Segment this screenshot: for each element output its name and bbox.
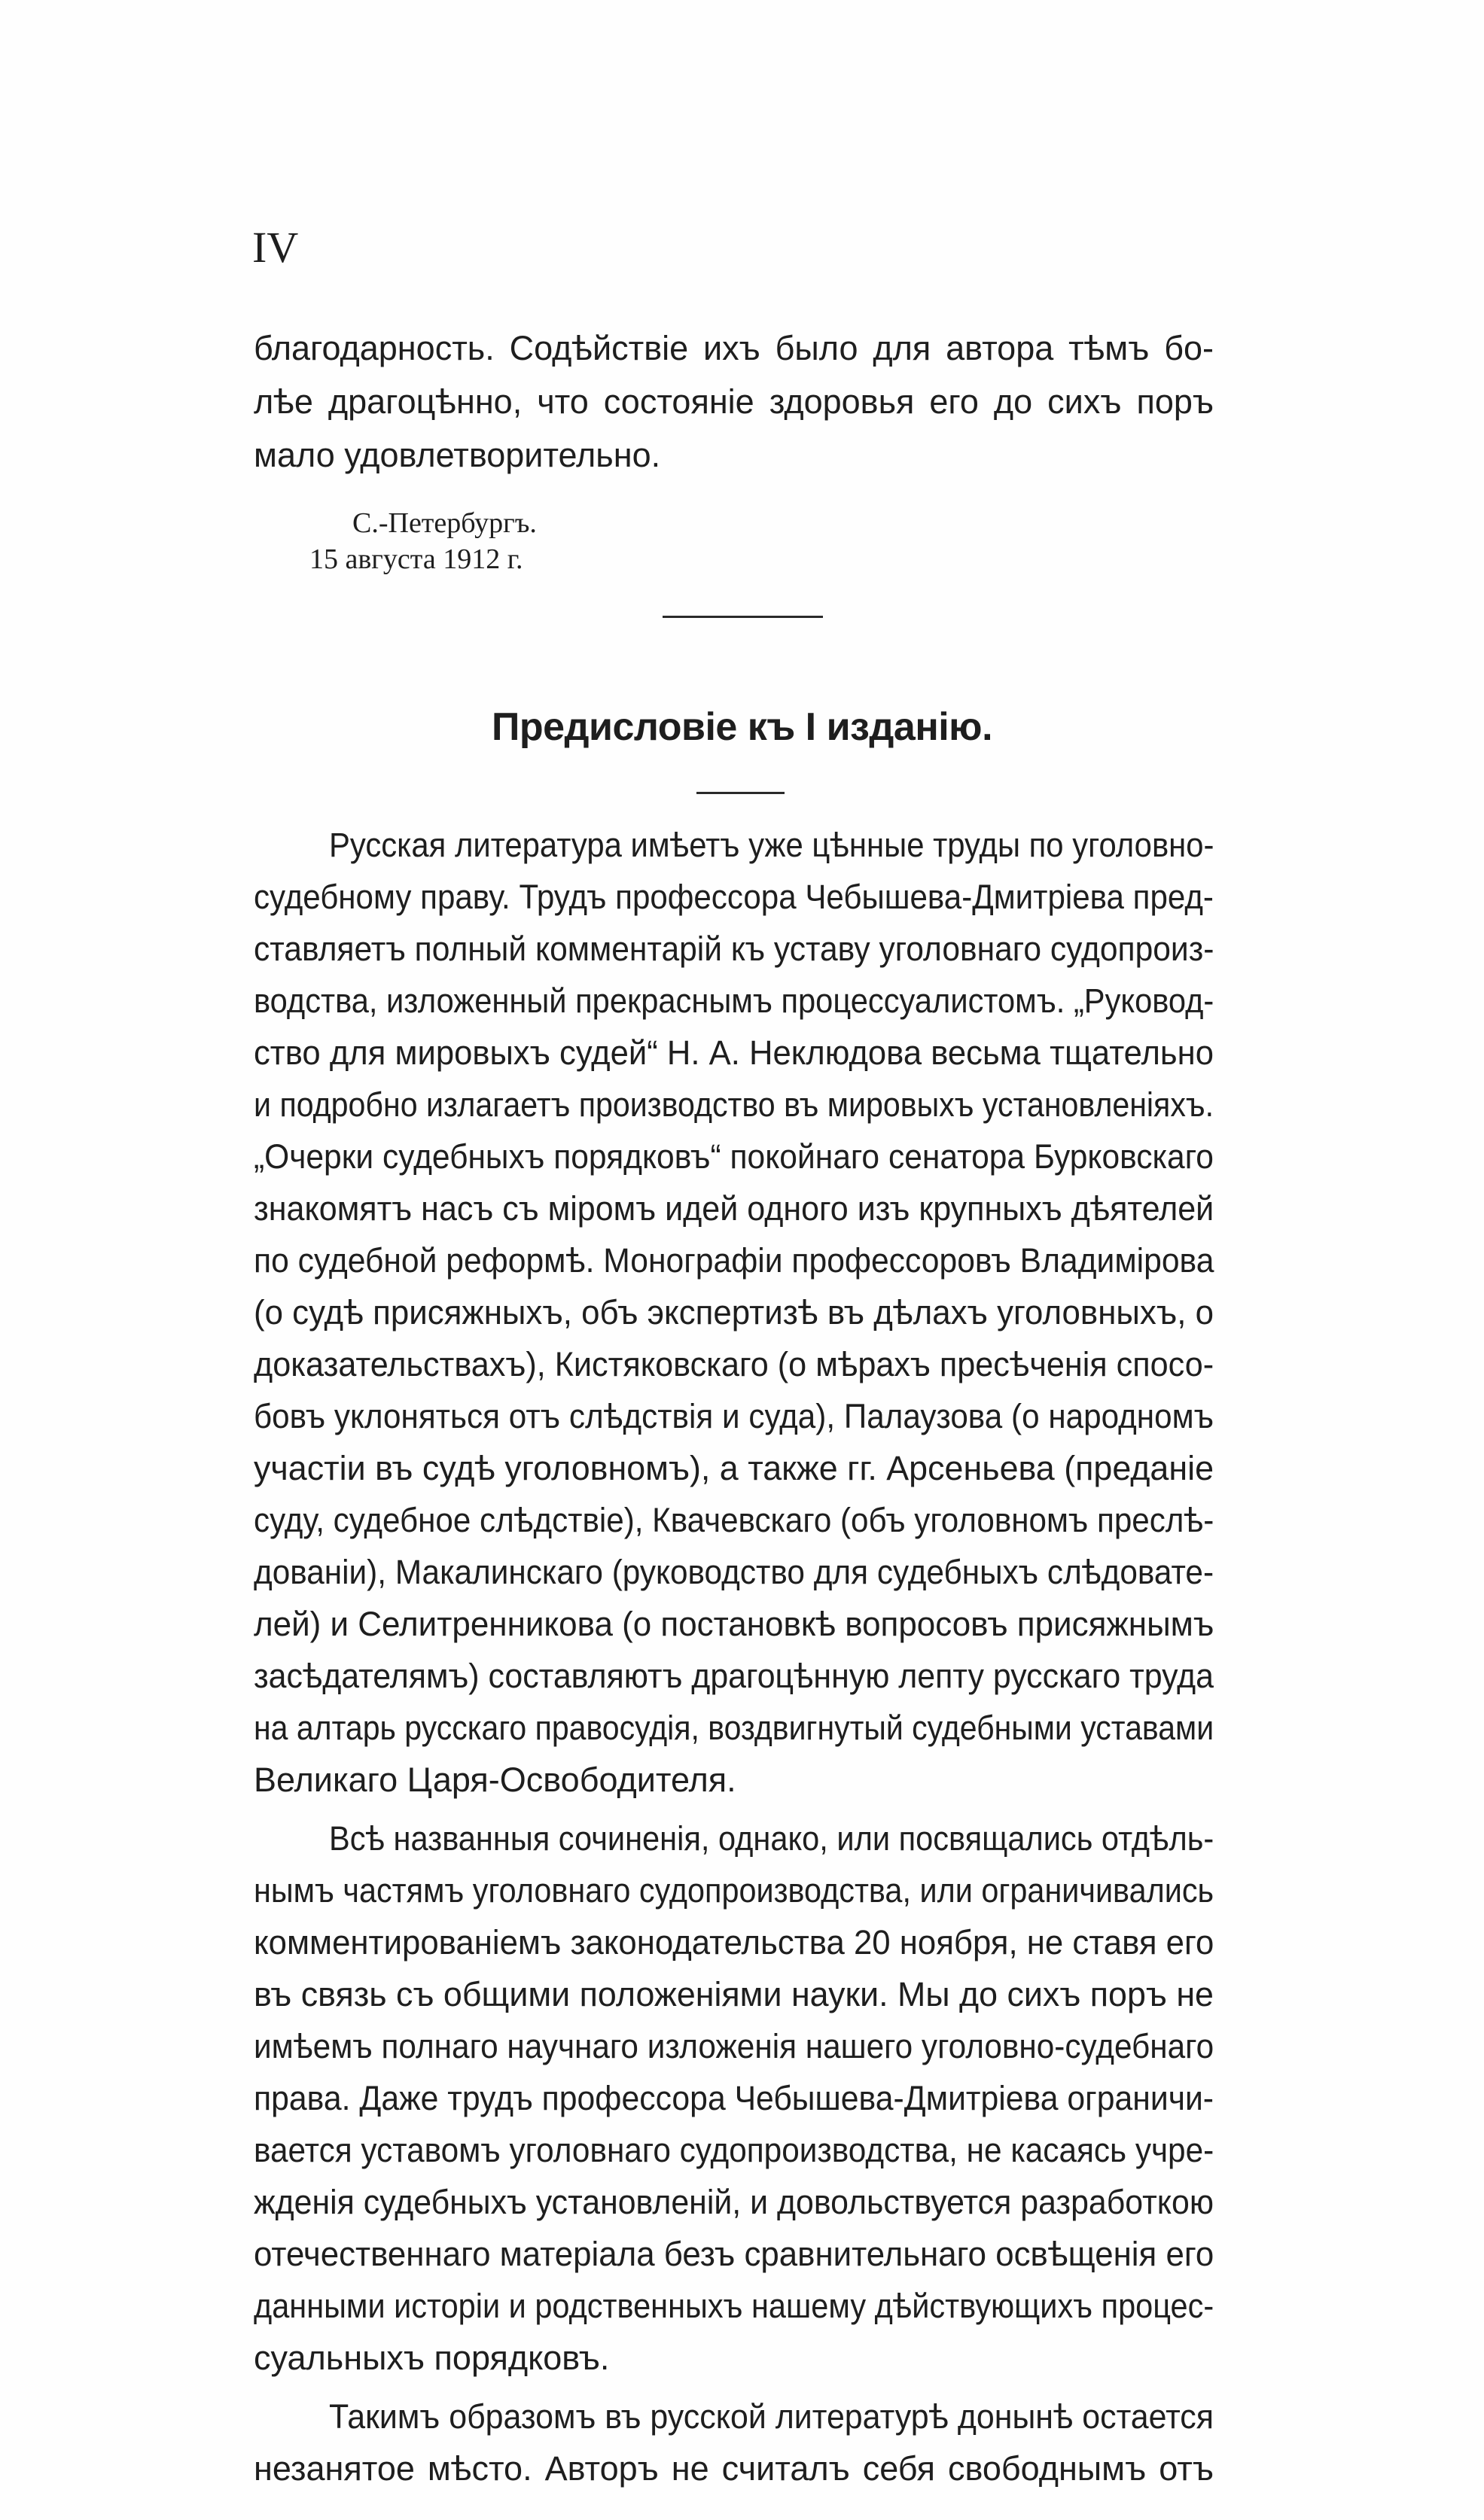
text-line: суальныхъ порядковъ. bbox=[254, 2339, 610, 2377]
text-line: отечественнаго матеріала безъ сравнительнаго освѣщенія его bbox=[254, 2235, 1214, 2273]
signature-date: 15 августа 1912 г. bbox=[309, 543, 523, 575]
text-line: имѣемъ полнаго научнаго изложенія нашего уголовно-судебнаго bbox=[254, 2027, 1214, 2065]
text-line: вается уставомъ уголовнаго судопроизводства, не касаясь учре- bbox=[254, 2131, 1214, 2169]
text-line: суду, судебное слѣдствіе), Квачевскаго (объ уголовномъ преслѣ- bbox=[254, 1501, 1214, 1539]
heading-underline bbox=[696, 792, 785, 794]
text-line: ство для мировыхъ судей“ Н. А. Неклюдова весьма тщательно bbox=[254, 1033, 1214, 1072]
text-line: „Очерки судебныхъ порядковъ“ покойнаго сенатора Бурковскаго bbox=[254, 1137, 1214, 1176]
text-line: данными исторіи и родственныхъ нашему дѣйствующихъ процес- bbox=[254, 2287, 1214, 2325]
text-line: участіи въ судѣ уголовномъ), а также гг. Арсеньева (преданіе bbox=[254, 1449, 1214, 1487]
text-line: и подробно излагаетъ производство въ мировыхъ установленіяхъ. bbox=[254, 1085, 1214, 1124]
section-heading: Предисловіе къ I изданію. bbox=[491, 705, 993, 749]
text-line: судебному праву. Трудъ профессора Чебышева-Дмитріева пред- bbox=[254, 878, 1214, 916]
text-line: водства, изложенный прекраснымъ процессуалистомъ. „Руковод- bbox=[254, 982, 1214, 1020]
text-line: жденія судебныхъ установленій, и довольствуется разработкою bbox=[254, 2183, 1214, 2221]
text-line: лей) и Селитренникова (о постановкѣ вопросовъ присяжнымъ bbox=[254, 1605, 1214, 1643]
text-line: (о судѣ присяжныхъ, объ экспертизѣ въ дѣлахъ уголовныхъ, о bbox=[254, 1293, 1214, 1332]
text-line: лѣе драгоцѣнно, что состояніе здоровья его до сихъ поръ bbox=[254, 382, 1214, 421]
text-line: Всѣ названныя сочиненія, однако, или посвящались отдѣль- bbox=[329, 1819, 1214, 1858]
text-line: дованіи), Макалинскаго (руководство для судебныхъ слѣдовате- bbox=[254, 1553, 1214, 1591]
text-line: Русская литература имѣетъ уже цѣнные труды по уголовно- bbox=[329, 826, 1214, 864]
page-number: IV bbox=[252, 223, 299, 272]
text-line: знакомятъ насъ съ міромъ идей одного изъ крупныхъ дѣятелей bbox=[254, 1189, 1214, 1228]
text-line: права. Даже трудъ профессора Чебышева-Дмитріева ограничи- bbox=[254, 2079, 1214, 2117]
text-line: комментированіемъ законодательства 20 ноября, не ставя его bbox=[254, 1923, 1214, 1962]
text-line: ставляетъ полный комментарій къ уставу уголовнаго судопроиз- bbox=[254, 930, 1214, 968]
text-line: по судебной реформѣ. Монографіи профессоровъ Владимірова bbox=[254, 1241, 1214, 1280]
separator-rule bbox=[663, 616, 823, 618]
text-line: Великаго Царя-Освободителя. bbox=[254, 1761, 736, 1799]
text-line: въ связь съ общими положеніями науки. Мы до сихъ поръ не bbox=[254, 1975, 1214, 2013]
text-line: нымъ частямъ уголовнаго судопроизводства, или ограничивались bbox=[254, 1871, 1214, 1910]
text-line: Такимъ образомъ въ русской литературѣ донынѣ остается bbox=[329, 2397, 1214, 2436]
text-line: благодарность. Содѣйствіе ихъ было для автора тѣмъ бо- bbox=[254, 329, 1214, 367]
text-line: доказательствахъ), Кистяковскаго (о мѣрахъ пресѣченія спосо- bbox=[254, 1345, 1214, 1383]
signature-place: С.-Петербургъ. bbox=[352, 507, 537, 539]
text-line: засѣдателямъ) составляютъ драгоцѣнную лепту русскаго труда bbox=[254, 1657, 1214, 1695]
text-line: незанятое мѣсто. Авторъ не считалъ себя свободнымъ отъ bbox=[254, 2449, 1214, 2488]
text-line: бовъ уклоняться отъ слѣдствія и суда), Палаузова (о народномъ bbox=[254, 1397, 1214, 1435]
text-line: на алтарь русскаго правосудія, воздвигнутый судебными уставами bbox=[254, 1709, 1214, 1747]
text-line: мало удовлетворительно. bbox=[254, 436, 661, 474]
